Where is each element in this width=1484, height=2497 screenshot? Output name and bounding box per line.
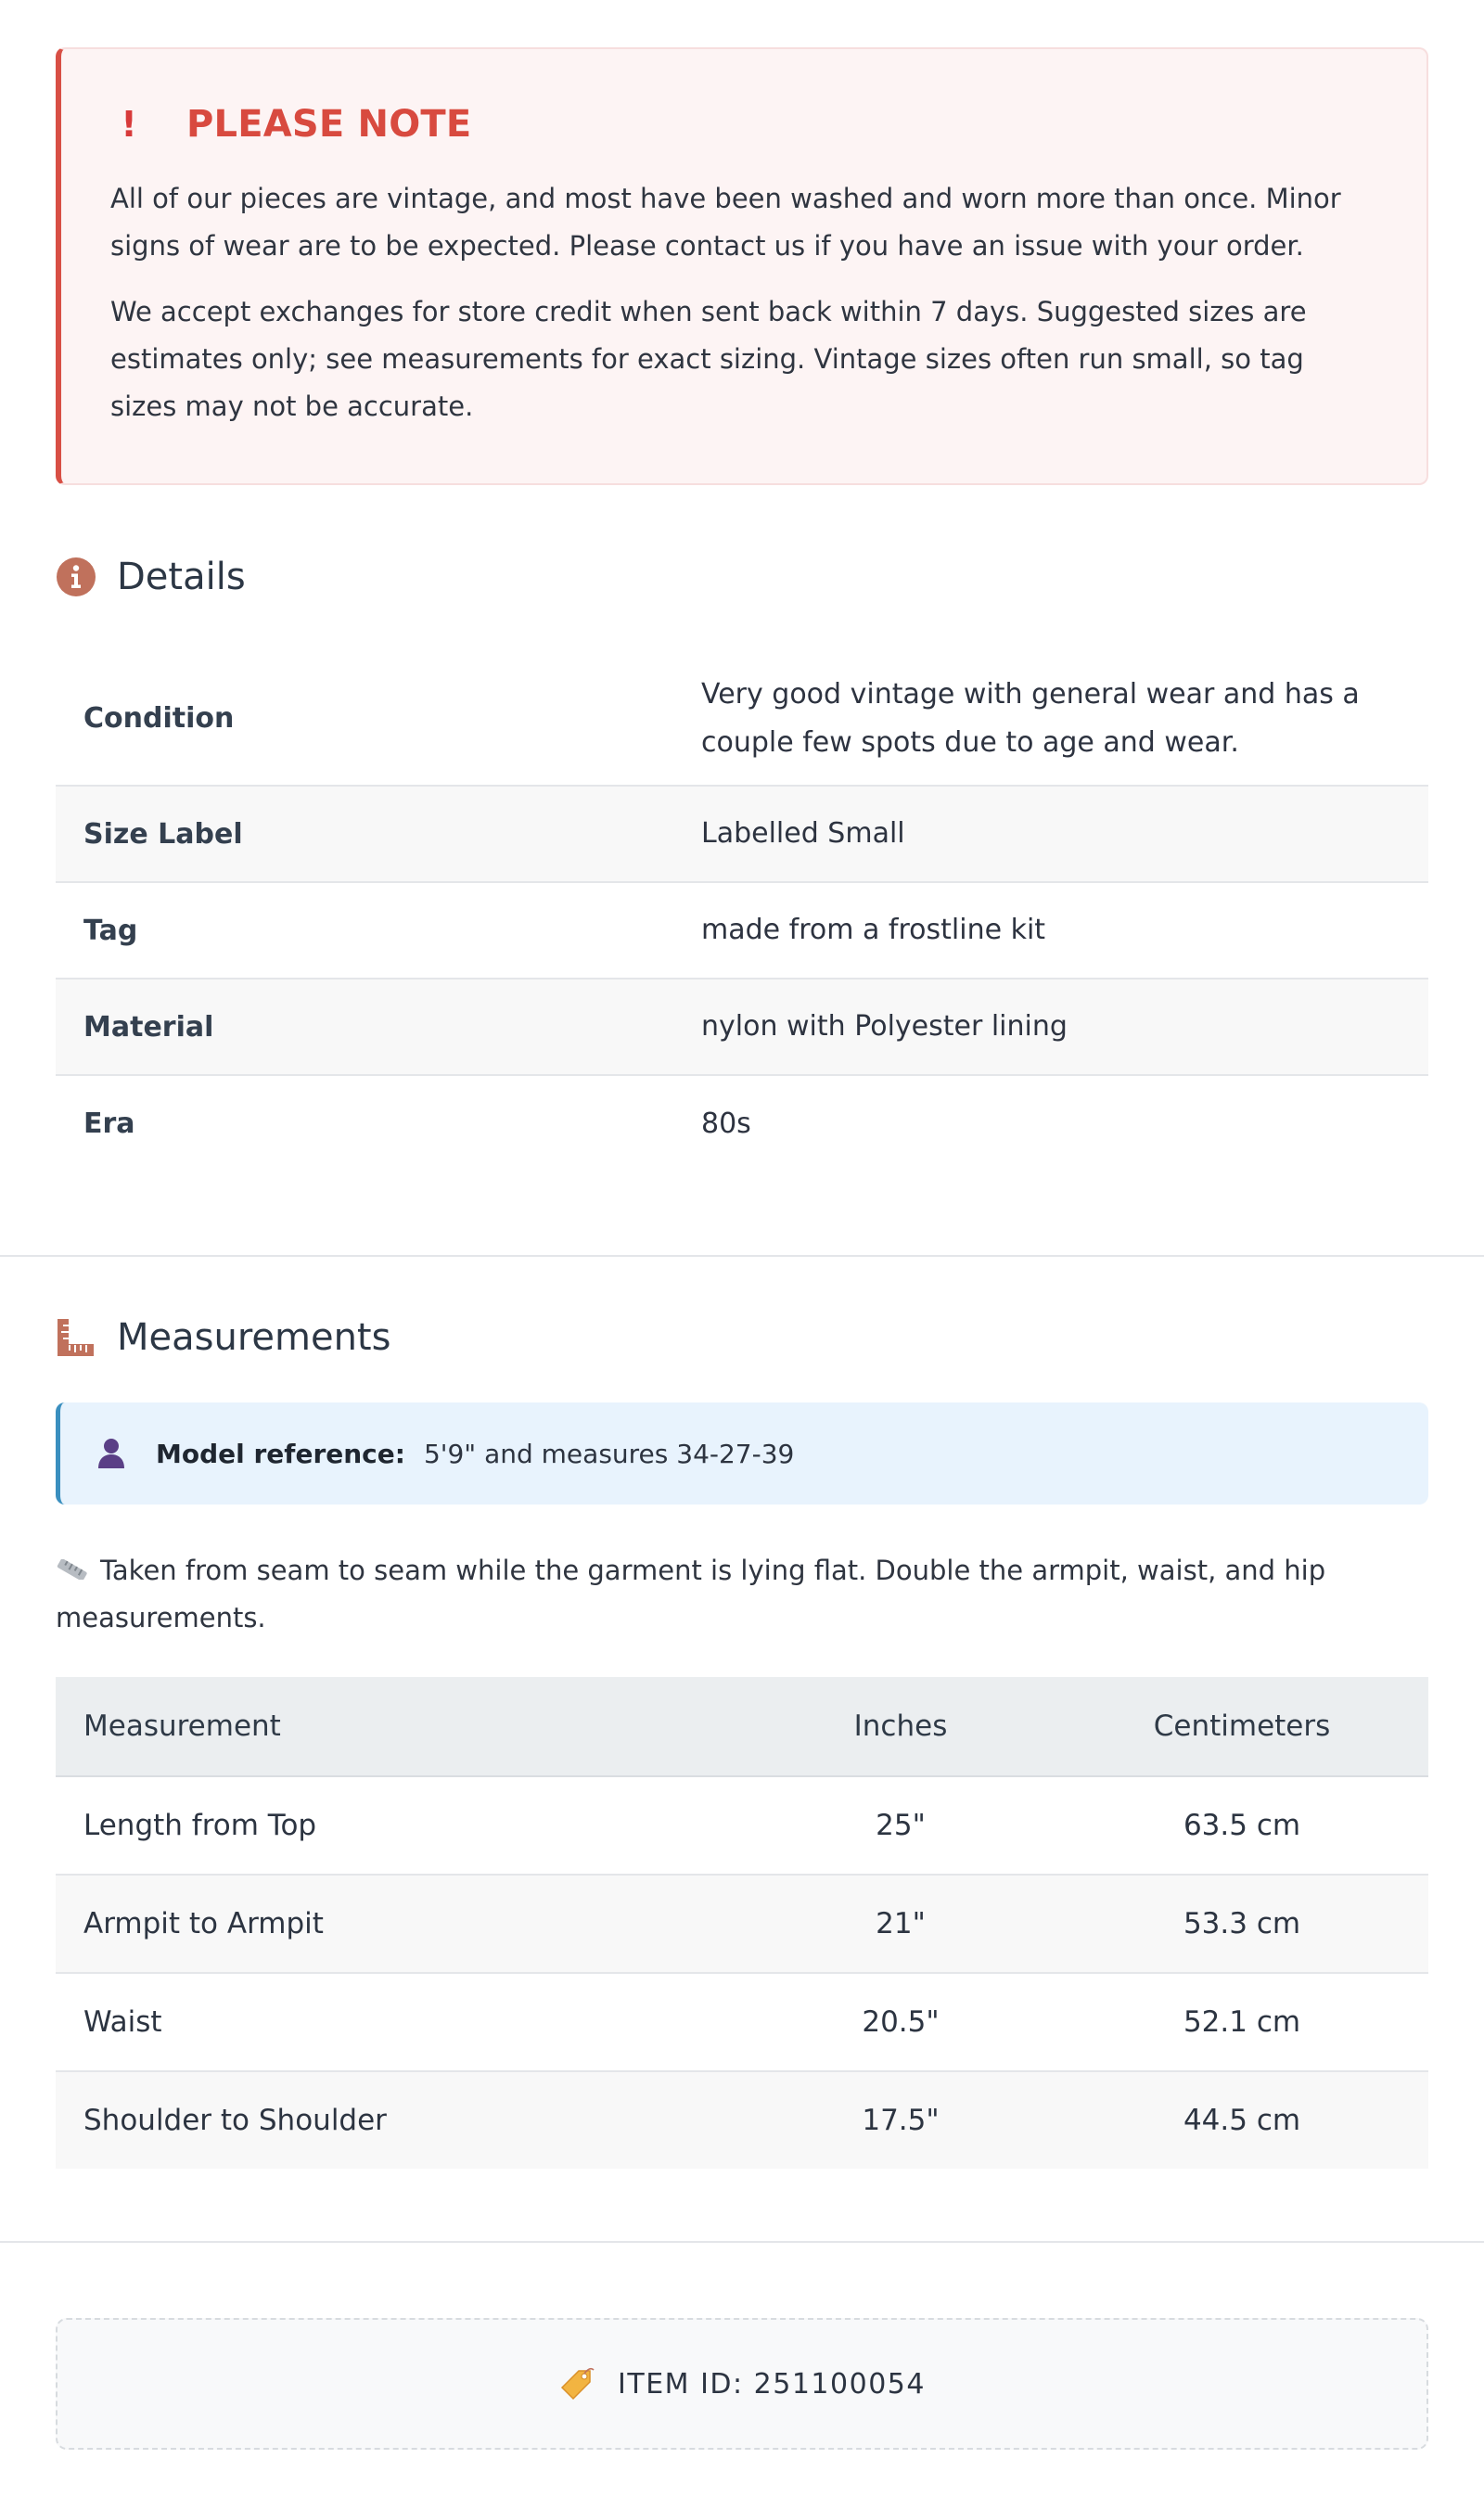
details-row-size-label [56,786,1428,882]
details-value: made from a frostline kit [673,882,1428,979]
measurement-cm: 63.5 cm [1055,1776,1428,1875]
details-heading [56,549,1428,605]
details-value: Labelled Small [673,786,1428,882]
measurement-cm: 53.3 cm [1055,1875,1428,1973]
item-id-box [56,2318,1428,2450]
measurement-name: Shoulder to Shoulder [56,2071,746,2169]
ruler-icon [56,1559,89,1580]
details-row-tag [56,882,1428,979]
measurement-cm: 52.1 cm [1055,1973,1428,2071]
measurement-hint-text: Taken from seam to seam while the garment is lying flat. Double the armpit, waist, and hip measurements. [56,1555,1326,1633]
measurement-name: Armpit to Armpit [56,1875,746,1973]
ruler-combined-icon [56,1317,96,1358]
measurement-inches: 17.5" [746,2071,1055,2169]
table-row [56,2071,1428,2169]
details-label: Era [83,1108,135,1140]
details-table-wrap [56,652,1428,1172]
model-reference-value: 5'9" and measures 34-27-39 [423,1438,795,1469]
details-label: Size Label [56,786,673,882]
details-value: nylon with Polyester lining [673,979,1428,1075]
section-divider [0,2241,1484,2243]
table-row [56,1973,1428,2071]
details-table [56,652,1428,1172]
person-icon [96,1438,127,1469]
column-header-measurement: Measurement [56,1677,746,1776]
measurements-title: Measurements [117,1316,391,1359]
measurement-inches: 20.5" [746,1973,1055,2071]
details-row-condition [56,652,1428,786]
info-circle-icon [56,557,96,597]
exclamation-icon: ! [121,104,137,145]
price-tag-icon [558,2365,595,2402]
details-label: Material [56,979,673,1075]
measurements-heading [56,1310,1428,1365]
please-note-title: PLEASE NOTE [186,103,472,146]
please-note-paragraph: We accept exchanges for store credit when sent back within 7 days. Suggested sizes are estimates only; see measurements for exact sizing. Vintage sizes often run small, so tag sizes may not be accurate. [110,296,1307,422]
section-divider [0,1255,1484,1257]
measurement-hint [56,1547,1428,1642]
measurements-header-row [56,1677,1428,1776]
details-row-era [56,1075,1428,1172]
details-value: 80s [701,1107,751,1140]
measurement-inches: 25" [746,1776,1055,1875]
item-id-text: ITEM ID: 251100054 [618,2367,926,2401]
details-value: Very good vintage with general wear and has a couple few spots due to age and wear. [673,652,1428,786]
measurement-name: Length from Top [56,1776,746,1875]
please-note-header [110,101,1378,147]
measurements-table-wrap [56,1677,1428,2169]
please-note-paragraph: All of our pieces are vintage, and most have been washed and worn more than once. Minor signs of wear are to be expected. Please contact us if you have an issue with your order. [110,183,1341,262]
column-header-inches: Inches [746,1677,1055,1776]
model-reference-box [56,1402,1428,1505]
details-title: Details [117,556,246,598]
details-row-material [56,979,1428,1075]
table-row [56,1875,1428,1973]
details-label: Tag [56,882,673,979]
details-label: Condition [56,652,673,786]
model-reference-label: Model reference: [156,1438,405,1469]
please-note-box [56,47,1428,485]
column-header-centimeters: Centimeters [1055,1677,1428,1776]
measurement-inches: 21" [746,1875,1055,1973]
measurement-name: Waist [56,1973,746,2071]
measurement-cm: 44.5 cm [1055,2071,1428,2169]
table-row [56,1776,1428,1875]
measurements-table [56,1677,1428,2169]
